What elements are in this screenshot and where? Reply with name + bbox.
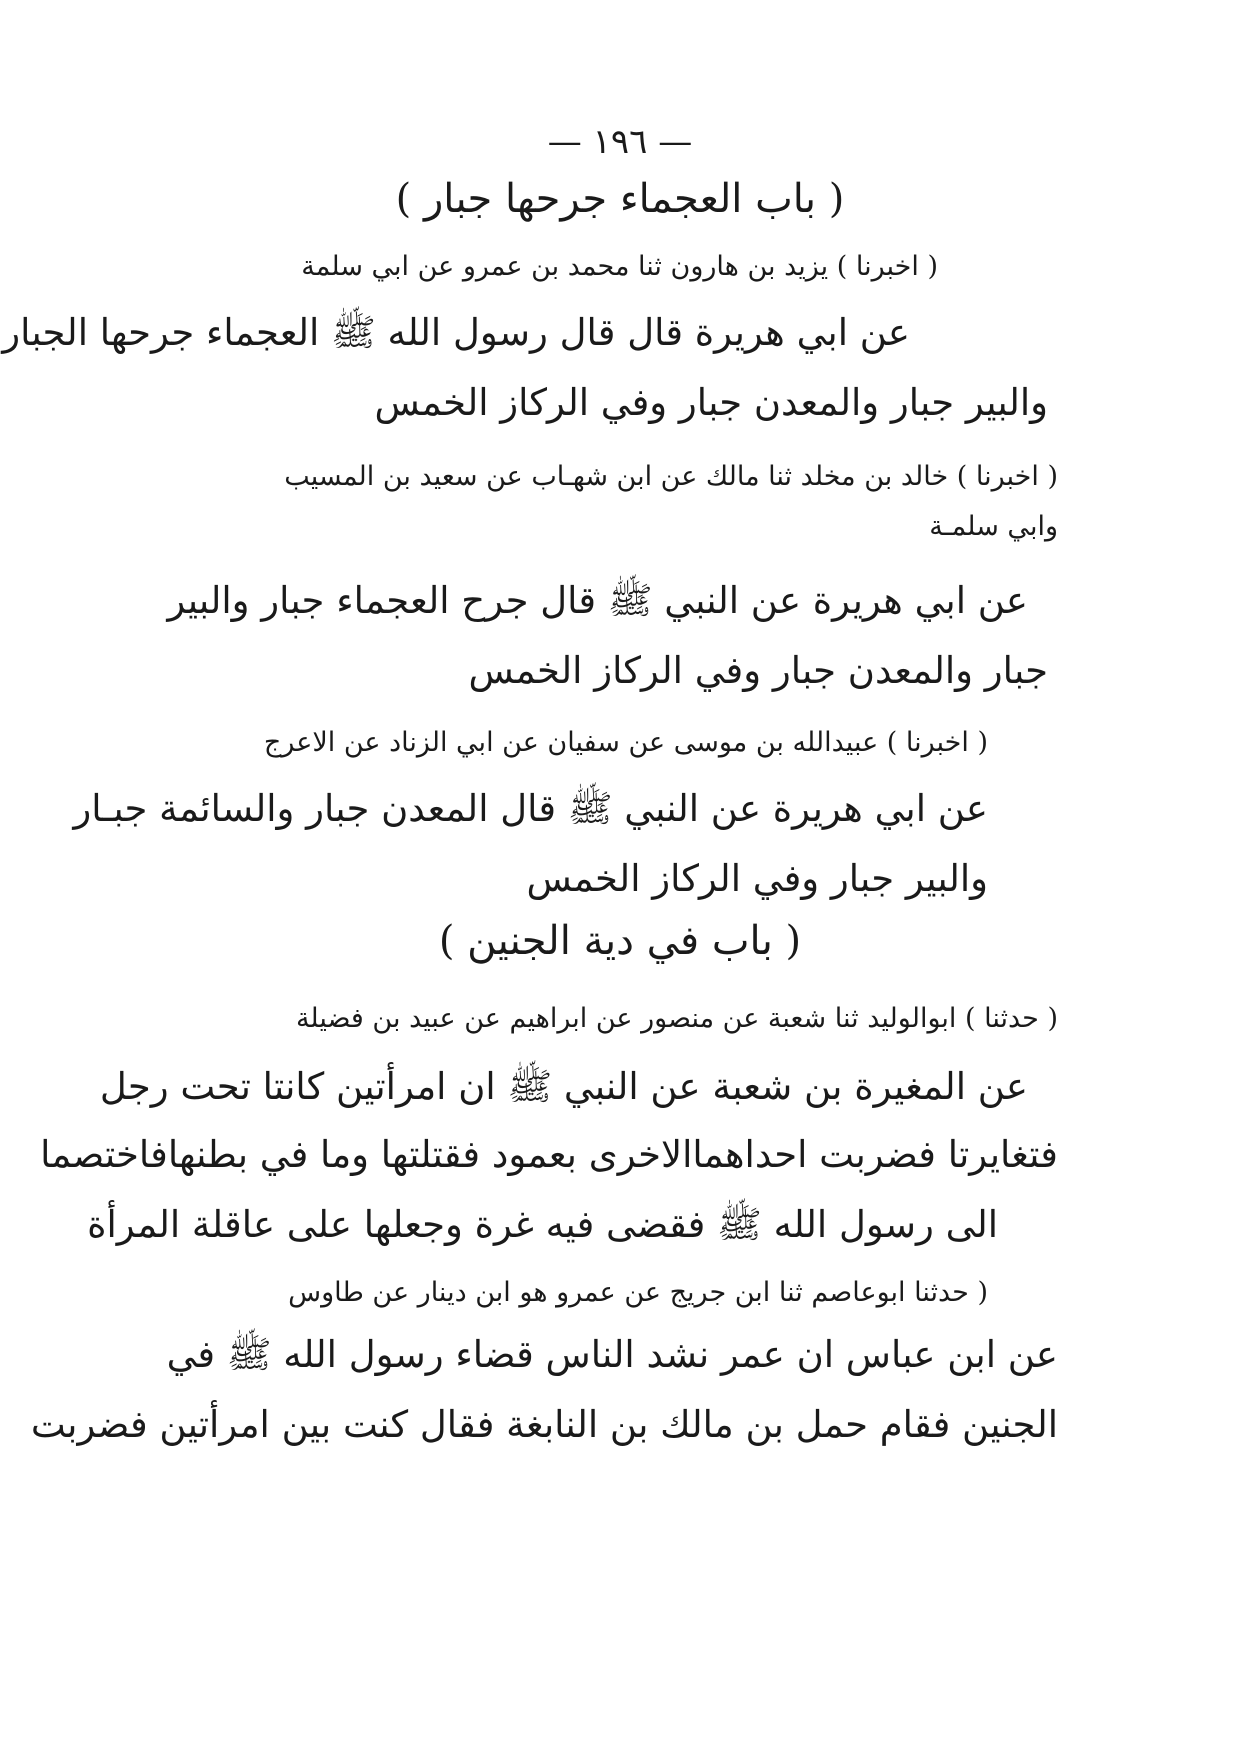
chapter-heading: ( باب في دية الجنين ) bbox=[438, 918, 802, 964]
isnad-line: ( حدثنا ) ابوالوليد ثنا شعبة عن منصور عن ابراهيم عن عبيد بن فضيلة bbox=[295, 1003, 1058, 1034]
hadith-text-line: والبير جبار والمعدن جبار وفي الركاز الخمس bbox=[374, 381, 1048, 424]
isnad-line: ( اخبرنا ) خالد بن مخلد ثنا مالك عن ابن شهـاب عن سعيد بن المسيب bbox=[284, 461, 1058, 492]
hadith-text-line: والبير جبار وفي الركاز الخمس bbox=[526, 857, 988, 900]
hadith-text-line: عن ابي هريرة عن النبي ﷺ قال المعدن جبار والسائمة جبـار bbox=[73, 787, 988, 830]
hadith-text-line: جبار والمعدن جبار وفي الركاز الخمس bbox=[468, 649, 1048, 692]
isnad-line: ( اخبرنا ) عبيدالله بن موسى عن سفيان عن ابي الزناد عن الاعرج bbox=[263, 727, 988, 758]
chapter-heading: ( باب العجماء جرحها جبار ) bbox=[395, 176, 845, 222]
isnad-line: وابي سلمـة bbox=[929, 511, 1058, 542]
hadith-text-line: الجنين فقام حمل بن مالك بن النابغة فقال كنت بين امرأتين فضربت bbox=[30, 1403, 1058, 1446]
hadith-text-line: عن المغيرة بن شعبة عن النبي ﷺ ان امرأتين كانتا تحت رجل bbox=[99, 1065, 1028, 1108]
isnad-line: ( حدثنا ابوعاصم ثنا ابن جريج عن عمرو هو ابن دينار عن طاوس bbox=[288, 1277, 988, 1308]
hadith-text-line: عن ابي هريرة قال قال رسول الله ﷺ العجماء جرحها الجبار bbox=[2, 311, 910, 354]
hadith-text-line: عن ابي هريرة عن النبي ﷺ قال جرح العجماء جبار والبير bbox=[167, 579, 1028, 622]
page-number: — ١٩٦ — bbox=[547, 122, 693, 162]
hadith-text-line: عن ابن عباس ان عمر نشد الناس قضاء رسول الله ﷺ في bbox=[166, 1333, 1058, 1376]
hadith-text-line: فتغايرتا فضربت احداهماالاخرى بعمود فقتلتها وما في بطنهافاختصما bbox=[40, 1133, 1058, 1176]
isnad-line: ( اخبرنا ) يزيد بن هارون ثنا محمد بن عمرو عن ابي سلمة bbox=[301, 251, 938, 282]
hadith-text-line: الى رسول الله ﷺ فقضى فيه غرة وجعلها على عاقلة المرأة bbox=[87, 1203, 998, 1246]
